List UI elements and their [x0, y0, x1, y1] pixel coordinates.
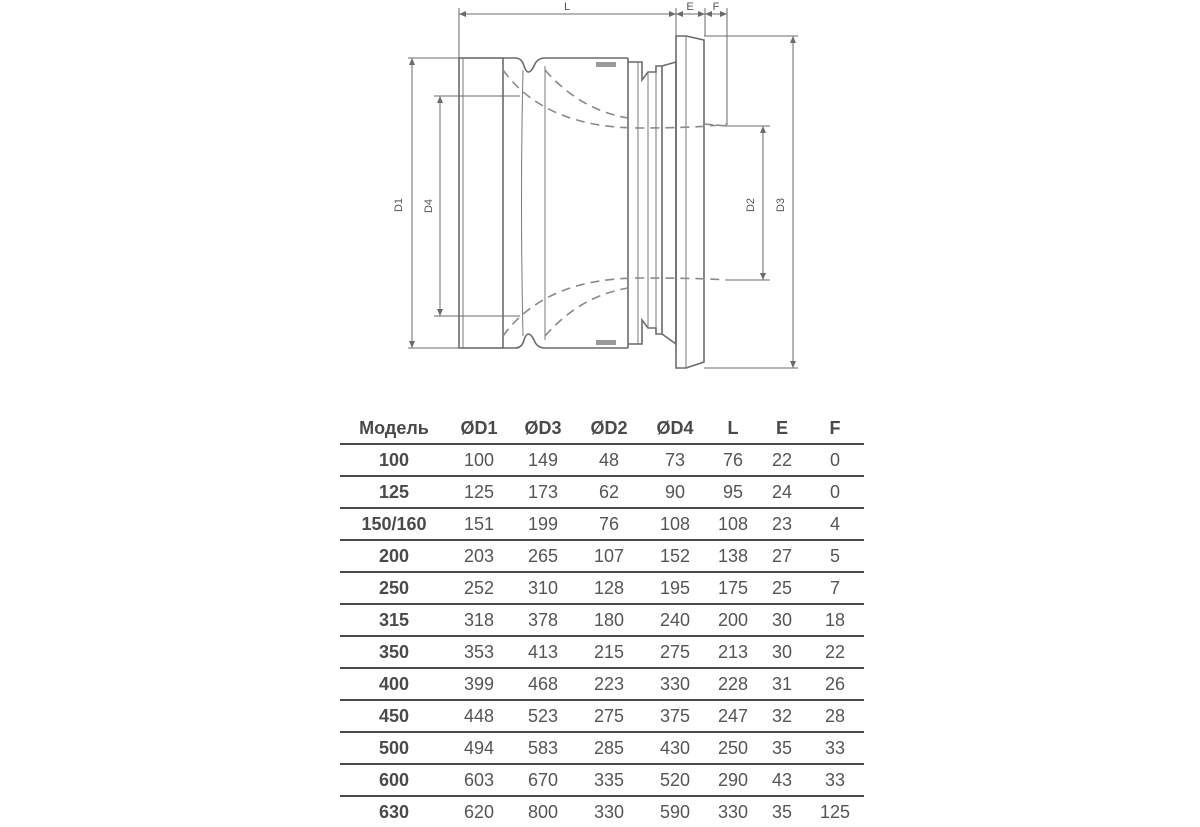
cell-f: 0	[806, 476, 864, 508]
cell-d1: 353	[448, 636, 510, 668]
neck-outline	[628, 62, 662, 344]
cell-d3: 468	[510, 668, 576, 700]
cell-d3: 670	[510, 764, 576, 796]
cell-l: 95	[708, 476, 758, 508]
cell-d4: 90	[642, 476, 708, 508]
cone-dash-top	[503, 70, 727, 128]
cell-e: 35	[758, 732, 806, 764]
table-row	[340, 508, 864, 540]
cell-e: 30	[758, 604, 806, 636]
cell-e: 43	[758, 764, 806, 796]
flange	[676, 36, 704, 368]
cell-f: 7	[806, 572, 864, 604]
cell-l: 175	[708, 572, 758, 604]
table-row	[340, 732, 864, 764]
table-row	[340, 540, 864, 572]
cell-d4: 73	[642, 444, 708, 476]
table-row	[340, 572, 864, 604]
dimension-d2	[727, 126, 770, 280]
dim-label-d2: D2	[745, 197, 757, 213]
cell-l: 228	[708, 668, 758, 700]
cone-dash-bottom	[503, 278, 727, 336]
neck	[628, 62, 676, 344]
cell-model: 100	[340, 444, 448, 476]
cell-e: 31	[758, 668, 806, 700]
cell-d2: 107	[576, 540, 642, 572]
cell-d1: 448	[448, 700, 510, 732]
cell-f: 28	[806, 700, 864, 732]
cell-l: 200	[708, 604, 758, 636]
body-inner-curve-left	[522, 70, 524, 336]
cell-d3: 378	[510, 604, 576, 636]
cell-d1: 603	[448, 764, 510, 796]
cell-d1: 151	[448, 508, 510, 540]
table-header-row	[340, 413, 864, 444]
table-row	[340, 668, 864, 700]
cell-l: 76	[708, 444, 758, 476]
table-row	[340, 476, 864, 508]
cell-f: 5	[806, 540, 864, 572]
cell-model: 350	[340, 636, 448, 668]
cell-d4: 152	[642, 540, 708, 572]
body	[503, 58, 638, 348]
cell-model: 450	[340, 700, 448, 732]
dim-label-d3: D3	[775, 197, 787, 213]
cell-d2: 215	[576, 636, 642, 668]
hidden-cone	[503, 70, 727, 336]
cell-l: 247	[708, 700, 758, 732]
cell-d3: 265	[510, 540, 576, 572]
header-d4: ØD4	[642, 413, 708, 444]
cell-f: 18	[806, 604, 864, 636]
cell-f: 4	[806, 508, 864, 540]
cell-d1: 252	[448, 572, 510, 604]
table-row	[340, 444, 864, 476]
header-e: E	[758, 413, 806, 444]
cell-model: 150/160	[340, 508, 448, 540]
table-row	[340, 636, 864, 668]
cell-f: 125	[819, 802, 851, 822]
header-d1: ØD1	[448, 413, 510, 444]
neck-taper	[662, 62, 676, 344]
cell-d1: 494	[448, 732, 510, 764]
cell-model: 250	[340, 572, 448, 604]
table-row	[340, 796, 864, 827]
cell-d4: 108	[642, 508, 708, 540]
cell-d3: 310	[510, 572, 576, 604]
cell-model: 630	[378, 802, 410, 822]
cell-d2: 275	[576, 700, 642, 732]
cell-l: 138	[708, 540, 758, 572]
cell-d1: 399	[448, 668, 510, 700]
cell-d2: 180	[576, 604, 642, 636]
collar	[459, 58, 503, 348]
table-row	[340, 604, 864, 636]
table-body	[340, 444, 864, 827]
cell-d1: 620	[463, 802, 495, 822]
cell-l: 250	[708, 732, 758, 764]
dim-label-d1: D1	[393, 197, 405, 213]
spec-table	[340, 413, 864, 827]
header-l: L	[708, 413, 758, 444]
collar-outline	[459, 58, 503, 348]
cell-d1: 125	[448, 476, 510, 508]
cell-e: 24	[758, 476, 806, 508]
cell-d4: 520	[642, 764, 708, 796]
dim-label-e: E	[686, 1, 694, 13]
cell-model: 315	[340, 604, 448, 636]
cell-e: 35	[771, 802, 793, 822]
cell-d1: 100	[448, 444, 510, 476]
cell-d1: 203	[448, 540, 510, 572]
cell-d2: 223	[576, 668, 642, 700]
cell-e: 32	[758, 700, 806, 732]
cell-d3: 523	[510, 700, 576, 732]
cell-l: 330	[717, 802, 749, 822]
cell-d1: 318	[448, 604, 510, 636]
technical-drawing	[0, 0, 1200, 400]
cell-d4: 330	[642, 668, 708, 700]
cell-l: 290	[708, 764, 758, 796]
cell-f: 33	[806, 732, 864, 764]
cell-d4: 590	[659, 802, 691, 822]
body-top-clip	[596, 62, 616, 67]
cell-e: 27	[758, 540, 806, 572]
cell-f: 22	[806, 636, 864, 668]
dim-label-d4: D4	[423, 198, 435, 214]
cell-e: 25	[758, 572, 806, 604]
cell-model: 200	[340, 540, 448, 572]
header-d3: ØD3	[510, 413, 576, 444]
table-row	[340, 764, 864, 796]
header-f: F	[806, 413, 864, 444]
cell-f: 33	[806, 764, 864, 796]
cell-d3: 800	[527, 802, 559, 822]
cell-d2: 335	[576, 764, 642, 796]
cell-model: 500	[340, 732, 448, 764]
cell-d3: 149	[510, 444, 576, 476]
cell-d3: 583	[510, 732, 576, 764]
cell-d4: 430	[642, 732, 708, 764]
cell-d3: 199	[510, 508, 576, 540]
cell-d2: 285	[576, 732, 642, 764]
flange-outline	[676, 36, 704, 368]
cell-d4: 195	[642, 572, 708, 604]
cell-d2: 62	[576, 476, 642, 508]
body-bottom-clip	[596, 340, 616, 345]
cell-d4: 375	[642, 700, 708, 732]
table-row	[340, 700, 864, 732]
cell-d2: 76	[576, 508, 642, 540]
cell-e: 22	[758, 444, 806, 476]
header-model: Модель	[340, 413, 448, 444]
cell-d3: 413	[510, 636, 576, 668]
cell-model: 400	[340, 668, 448, 700]
cell-d2: 330	[593, 802, 625, 822]
cell-d2: 48	[576, 444, 642, 476]
cone-dash-top-inner	[545, 70, 628, 118]
cell-d3: 173	[510, 476, 576, 508]
dim-label-f: F	[712, 1, 720, 13]
cell-d4: 240	[642, 604, 708, 636]
dim-label-l: L	[563, 1, 571, 13]
cell-e: 23	[758, 508, 806, 540]
header-d2: ØD2	[576, 413, 642, 444]
cell-d2: 128	[576, 572, 642, 604]
cone-dash-bottom-inner	[545, 288, 628, 336]
cell-model: 125	[340, 476, 448, 508]
cell-e: 30	[758, 636, 806, 668]
cell-model: 600	[340, 764, 448, 796]
cell-d4: 275	[642, 636, 708, 668]
cell-l: 108	[708, 508, 758, 540]
cell-l: 213	[708, 636, 758, 668]
cell-f: 0	[806, 444, 864, 476]
dimension-d4	[423, 96, 520, 316]
cell-f: 26	[806, 668, 864, 700]
